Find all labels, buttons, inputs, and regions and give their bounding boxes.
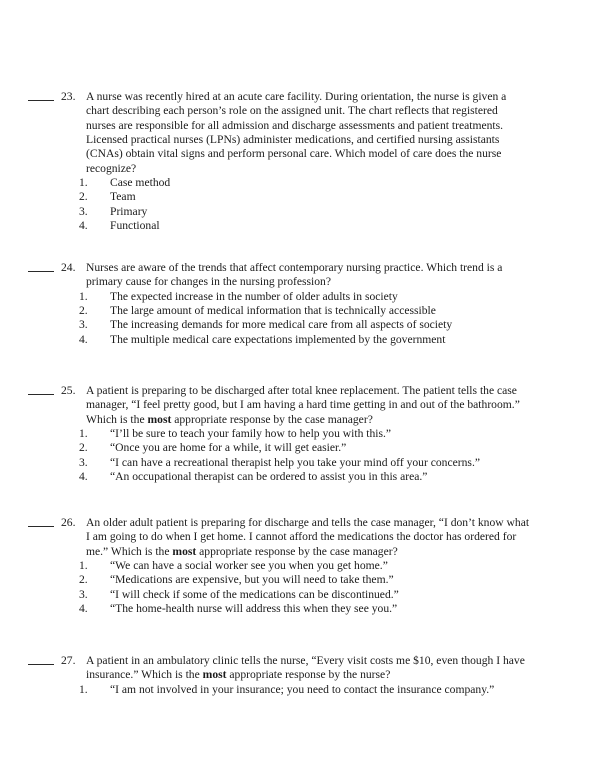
answer-option[interactable] xyxy=(0,205,600,219)
answer-option[interactable] xyxy=(0,456,600,470)
answer-option-number: 2. xyxy=(79,573,88,587)
answer-option-text: Team xyxy=(110,190,136,204)
answer-option-text: “I am not involved in your insurance; you need to contact the insurance company.” xyxy=(110,682,495,696)
question-row xyxy=(0,384,600,427)
question-stem xyxy=(86,516,530,559)
answer-option-number: 4. xyxy=(79,219,88,233)
answer-option-number: 4. xyxy=(79,602,88,616)
answer-option[interactable] xyxy=(0,219,600,233)
answer-option-number: 3. xyxy=(79,318,88,332)
answer-option[interactable] xyxy=(0,290,600,304)
question-row xyxy=(0,90,600,176)
answer-option-number: 3. xyxy=(79,204,88,218)
question-stem xyxy=(86,90,530,176)
question-number: 26. xyxy=(61,516,76,529)
question-row xyxy=(0,261,600,290)
emphasis-word: most xyxy=(202,668,227,682)
question-stem xyxy=(86,384,530,427)
answer-blank-line[interactable] xyxy=(28,526,54,527)
stem-text: A nurse was recently hired at an acute care facility. During orientation, the nurse is given a chart describing each person’s role on the assigned unit. The chart reflects that registered nurses are responsible for all admission and discharge assessments and patient treatments. Licensed practical nurses (LPNs) administer medications, and certified nursing assistants (CNAs) obtain vital signs and perform personal care. Which model of care does the nurse recognize? xyxy=(86,90,510,175)
question-stem xyxy=(86,261,530,290)
answer-options-list xyxy=(0,683,600,697)
question-block xyxy=(0,261,600,347)
answer-option-text: “I can have a recreational therapist help you take your mind off your concerns.” xyxy=(110,455,480,469)
answer-option-text: “The home-health nurse will address this when they see you.” xyxy=(110,602,398,616)
question-stem xyxy=(86,654,530,683)
answer-option[interactable] xyxy=(0,304,600,318)
answer-option-text: The expected increase in the number of older adults in society xyxy=(110,289,398,303)
answer-option-number: 4. xyxy=(79,332,88,346)
answer-option-number: 1. xyxy=(79,289,88,303)
emphasis-word: most xyxy=(172,544,197,558)
answer-option-number: 1. xyxy=(79,427,88,441)
stem-text: appropriate response by the nurse? xyxy=(226,668,391,682)
answer-option-text: “We can have a social worker see you when you get home.” xyxy=(110,559,388,573)
answer-option[interactable] xyxy=(0,559,600,573)
stem-text: appropriate response by the case manager? xyxy=(196,544,398,558)
answer-option[interactable] xyxy=(0,176,600,190)
answer-option-number: 1. xyxy=(79,682,88,696)
answer-option-text: “I’ll be sure to teach your family how to help you with this.” xyxy=(110,427,392,441)
answer-option-text: Functional xyxy=(110,219,160,233)
stem-text: A patient in an ambulatory clinic tells the nurse, “Every visit costs me $10, even though I have insurance.” Which is the xyxy=(86,654,528,682)
answer-option-number: 1. xyxy=(79,176,88,190)
answer-blank-line[interactable] xyxy=(28,664,54,665)
answer-options-list xyxy=(0,290,600,347)
question-block xyxy=(0,384,600,484)
answer-option-number: 2. xyxy=(79,190,88,204)
question-block xyxy=(0,516,600,616)
answer-blank-line[interactable] xyxy=(28,100,54,101)
answer-option-text: The multiple medical care expectations implemented by the government xyxy=(110,332,446,346)
answer-option[interactable] xyxy=(0,441,600,455)
answer-option-text: “An occupational therapist can be ordered to assist you in this area.” xyxy=(110,470,428,484)
answer-option[interactable] xyxy=(0,318,600,332)
answer-blank-line[interactable] xyxy=(28,394,54,395)
answer-option-text: The increasing demands for more medical care from all aspects of society xyxy=(110,318,453,332)
answer-option[interactable] xyxy=(0,588,600,602)
answer-option-text: Primary xyxy=(110,204,148,218)
answer-blank-line[interactable] xyxy=(28,271,54,272)
emphasis-word: most xyxy=(147,412,172,426)
answer-option-text: Case method xyxy=(110,176,171,190)
answer-option[interactable] xyxy=(0,333,600,347)
answer-option-text: The large amount of medical information that is technically accessible xyxy=(110,304,436,318)
answer-option[interactable] xyxy=(0,427,600,441)
question-number: 24. xyxy=(61,261,76,274)
stem-text: appropriate response by the case manager? xyxy=(171,412,373,426)
stem-text: Nurses are aware of the trends that affect contemporary nursing practice. Which trend is a primary cause for changes in the nursing profession? xyxy=(86,261,506,289)
answer-option-number: 2. xyxy=(79,441,88,455)
answer-option-text: “I will check if some of the medications can be discontinued.” xyxy=(110,587,399,601)
answer-option-number: 1. xyxy=(79,559,88,573)
answer-options-list xyxy=(0,559,600,616)
question-number: 27. xyxy=(61,654,76,667)
answer-option-text: “Medications are expensive, but you will need to take them.” xyxy=(110,573,394,587)
answer-option[interactable] xyxy=(0,470,600,484)
question-row xyxy=(0,516,600,559)
answer-option-number: 4. xyxy=(79,470,88,484)
question-block xyxy=(0,90,600,233)
question-number: 25. xyxy=(61,384,76,397)
answer-options-list xyxy=(0,176,600,233)
question-number: 23. xyxy=(61,90,76,103)
answer-options-list xyxy=(0,427,600,484)
answer-option[interactable] xyxy=(0,683,600,697)
answer-option-number: 2. xyxy=(79,304,88,318)
answer-option-number: 3. xyxy=(79,587,88,601)
answer-option[interactable] xyxy=(0,190,600,204)
answer-option[interactable] xyxy=(0,573,600,587)
stem-text: An older adult patient is preparing for discharge and tells the case manager, “I don’t know what I am going to do when I get home. I cannot afford the medications the doctor has ordered for me.” Which is the xyxy=(86,516,532,558)
question-row xyxy=(0,654,600,683)
answer-option-number: 3. xyxy=(79,455,88,469)
stem-text: A patient is preparing to be discharged after total knee replacement. The patient tells the case manager, “I feel pretty good, but I am having a hard time getting in and out of the bathroom.” Which is the xyxy=(86,384,523,426)
answer-option[interactable] xyxy=(0,602,600,616)
question-block xyxy=(0,654,600,697)
answer-option-text: “Once you are home for a while, it will get easier.” xyxy=(110,441,347,455)
